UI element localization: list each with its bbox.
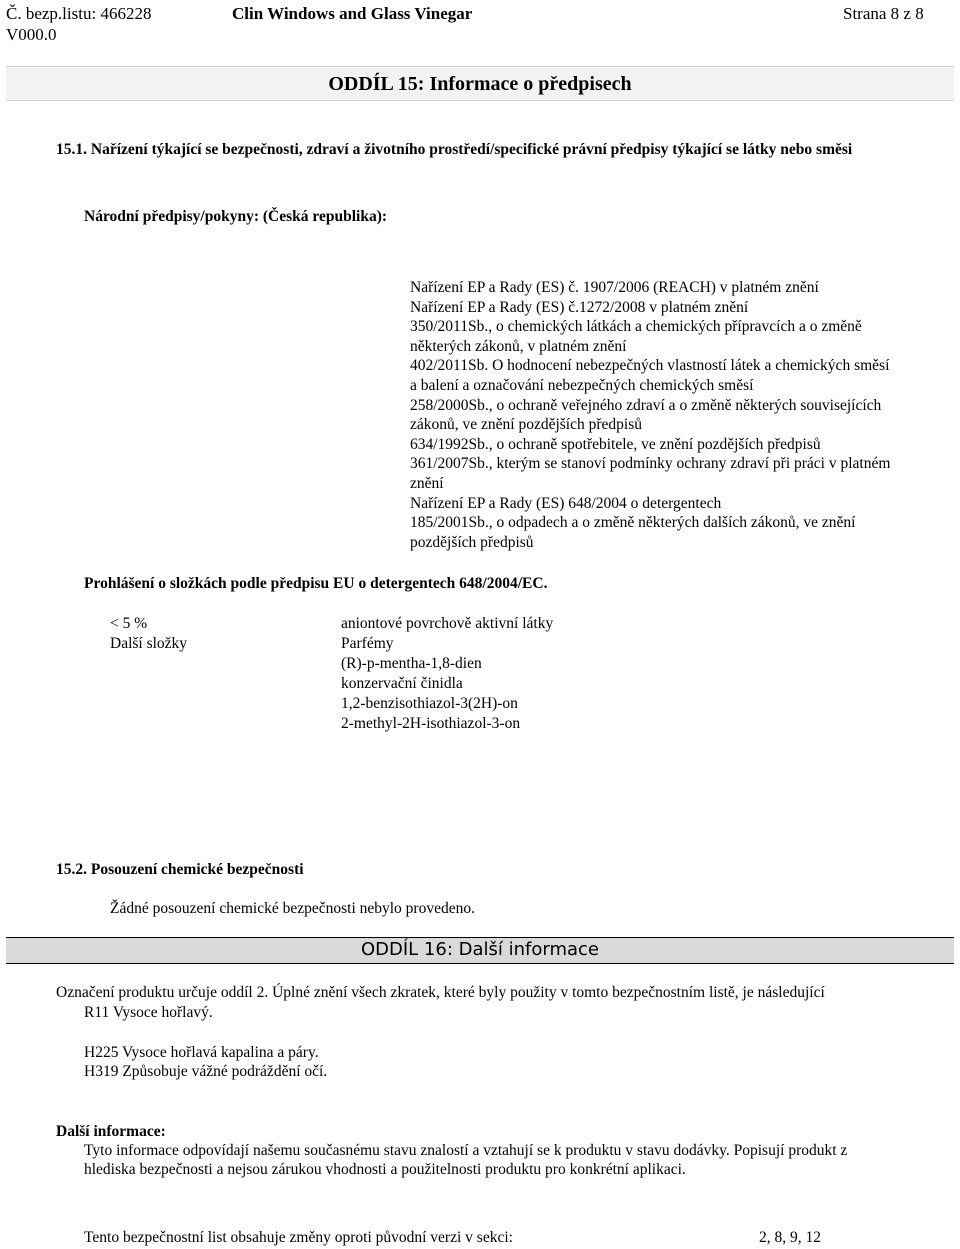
national-regulations-label: Národní předpisy/pokyny: (Česká republika):	[84, 208, 388, 225]
regulation-line: 350/2011Sb., o chemických látkách a chemických přípravcích a o změně	[410, 318, 862, 336]
changes-label: Tento bezpečnostní list obsahuje změny oproti původní verzi v sekci:	[84, 1229, 513, 1246]
section-16-banner	[6, 937, 954, 964]
section-15-banner	[6, 66, 954, 101]
further-information-line: hlediska bezpečnosti a nejsou zárukou vhodnosti a použitelnosti produktu pro konkrétní aplikaci.	[84, 1161, 686, 1178]
regulation-line: Nařízení EP a Rady (ES) č.1272/2008 v platném znění	[410, 298, 749, 316]
subsection-15-2-heading: 15.2. Posouzení chemické bezpečnosti	[56, 861, 304, 878]
sheet-number: Č. bezp.listu: 466228	[6, 4, 152, 23]
regulation-line: 258/2000Sb., o ochraně veřejného zdraví a o změně některých souvisejících	[410, 396, 882, 414]
regulation-line: některých zákonů, v platném znění	[410, 337, 627, 355]
regulation-line: Nařízení EP a Rady (ES) 648/2004 o detergentech	[410, 494, 722, 512]
ingredient-item: 1,2-benzisothiazol-3(2H)-on	[341, 695, 518, 712]
hazard-statement-h319: H319 Způsobuje vážné podráždění očí.	[84, 1063, 328, 1080]
regulation-line: 402/2011Sb. O hodnocení nebezpečných vlastností látek a chemických směsí	[410, 357, 890, 375]
regulation-line: 634/1992Sb., o ochraně spotřebitele, ve znění pozdějších předpisů	[410, 435, 821, 453]
changed-sections: 2, 8, 9, 12	[759, 1229, 821, 1246]
ingredient-item: aniontové povrchově aktivní látky	[341, 615, 554, 632]
further-information-label: Další informace:	[56, 1123, 166, 1140]
product-name: Clin Windows and Glass Vinegar	[232, 4, 473, 23]
ingredient-other-label: Další složky	[110, 635, 188, 652]
ingredient-item: Parfémy	[341, 635, 394, 652]
regulation-line: 185/2001Sb., o odpadech a o změně některých dalších zákonů, ve znění	[410, 514, 856, 532]
ingredient-percentage: < 5 %	[110, 615, 148, 632]
section-16-title: ODDÍL 16: Další informace	[360, 939, 599, 960]
page-number: Strana 8 z 8	[843, 4, 924, 23]
regulation-line: Nařízení EP a Rady (ES) č. 1907/2006 (REACH) v platném znění	[410, 279, 819, 296]
chemical-safety-assessment-text: Žádné posouzení chemické bezpečnosti nebylo provedeno.	[110, 900, 475, 917]
further-information-line: Tyto informace odpovídají našemu současnému stavu znalostí a vztahují se k produktu v stavu dodávky. Popisují produkt z	[84, 1142, 848, 1159]
detergent-declaration-heading: Prohlášení o složkách podle předpisu EU o detergentech 648/2004/EC.	[84, 575, 548, 592]
ingredient-item: konzervační činidla	[341, 675, 463, 692]
subsection-15-1-heading: 15.1. Nařízení týkající se bezpečnosti, zdraví a životního prostředí/specifické právní předpisy týkající se látky nebo směsi	[56, 141, 853, 158]
regulations-list	[410, 278, 950, 552]
ingredient-item: (R)-p-mentha-1,8-dien	[341, 655, 482, 672]
ingredient-item: 2-methyl-2H-isothiazol-3-on	[341, 715, 521, 732]
regulation-line: znění	[410, 474, 444, 492]
version-number: V000.0	[6, 25, 57, 44]
regulation-line: 361/2007Sb., kterým se stanoví podmínky ochrany zdraví při práci v platném	[410, 455, 891, 473]
abbreviations-intro: Označení produktu určuje oddíl 2. Úplné znění všech zkratek, které byly použity v tomto bezpečnostním listě, je následující	[56, 984, 825, 1001]
section-15-title: ODDÍL 15: Informace o předpisech	[328, 73, 632, 95]
hazard-statement-h225: H225 Vysoce hořlavá kapalina a páry.	[84, 1044, 319, 1061]
r-phrase: R11 Vysoce hořlavý.	[84, 1004, 213, 1021]
regulation-line: pozdějších předpisů	[410, 533, 534, 551]
regulation-line: a balení a označování nebezpečných chemických směsí	[410, 376, 754, 394]
regulation-line: zákonů, ve znění pozdějších předpisů	[410, 416, 642, 434]
